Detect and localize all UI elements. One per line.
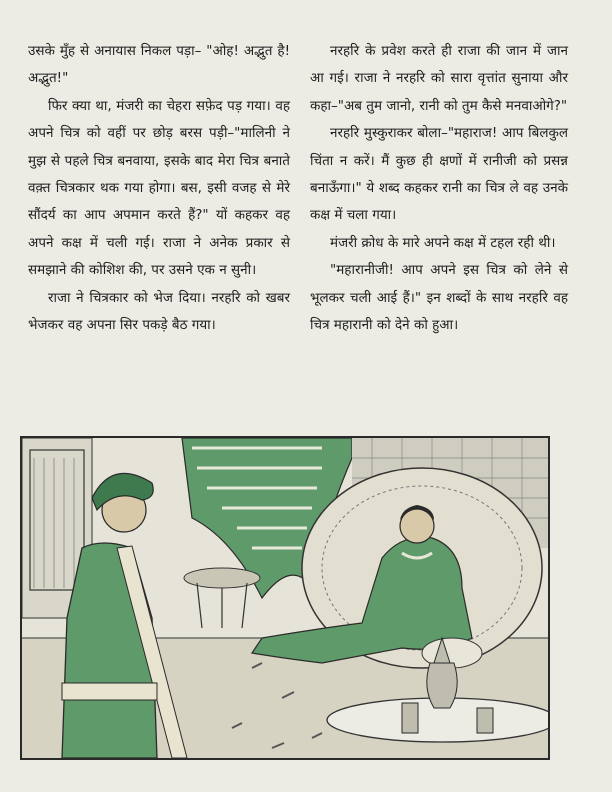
side-table: [184, 568, 260, 588]
paragraph: नरहरि के प्रवेश करते ही राजा की जान में जान आ गई। राजा ने नरहरि को सारा वृत्तांत सुनाया और कहा–"अब तुम जानो, रानी को तुम कैसे मनवाओगे?": [310, 43, 568, 114]
paragraph: "महारानीजी! आप अपने इस चित्र को लेने से भूलकर चली आई हैं।" इन शब्दों के साथ नरहरि वह चित्र महारानी को देने को हुआ।: [310, 262, 568, 334]
paragraph: मंजरी क्रोध के मारे अपने कक्ष में टहल रही थी।: [330, 234, 556, 251]
glass: [477, 708, 493, 733]
courtier-sash: [62, 683, 157, 700]
right-text-column: [310, 38, 568, 339]
paragraph: नरहरि मुस्कुराकर बोला–"महाराज! आप बिलकुल चिंता न करें। मैं कुछ ही क्षणों में रानीजी को प्रसन्न बनाऊँगा।" ये शब्द कहकर रानी का चित्र ले वह उनके कक्ष में चला गया।: [310, 125, 568, 224]
illustration-artwork: [22, 438, 548, 758]
story-illustration: [20, 436, 550, 760]
glass: [402, 703, 418, 733]
paragraph: राजा ने चित्रकार को भेज दिया। नरहरि को खबर भेजकर वह अपना सिर पकड़े बैठ गया।: [28, 289, 290, 334]
paragraph: उसके मुँह से अनायास निकल पड़ा– "ओह! अद्भुत है! अद्भुत!": [28, 43, 290, 87]
paragraph: फिर क्या था, मंजरी का चेहरा सफ़ेद पड़ गया। वह अपने चित्र को वहीं पर छोड़ बरस पड़ी–"मालिनी ने मुझ से पहले चित्र बनवाया, इसके बाद मेरा चित्र बनाते वक़्त चित्रकार थक गया होगा। बस, इसी वजह से मेरे सौंदर्य का आप अपमान करते हैं?" यों कहकर वह अपने कक्ष में चली गई। राजा ने अनेक प्रकार से समझाने की कोशिश की, पर उसने एक न सुनी।: [28, 97, 290, 279]
left-text-column: [28, 38, 290, 339]
